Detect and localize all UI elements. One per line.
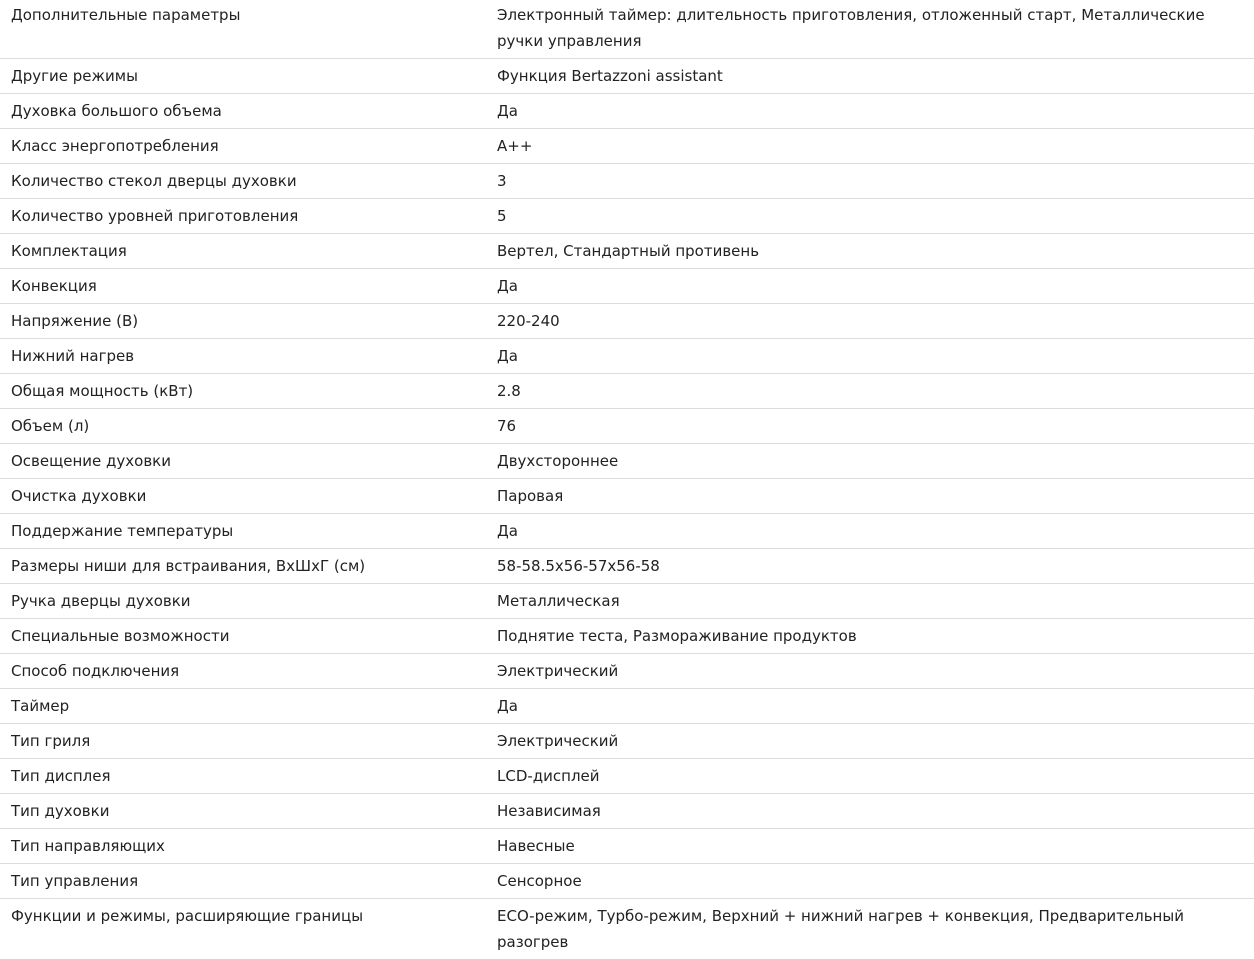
spec-value: Паровая — [497, 479, 1254, 514]
table-row — [0, 339, 1254, 374]
table-row — [0, 794, 1254, 829]
spec-value: Да — [497, 514, 1254, 549]
spec-value: Металлическая — [497, 584, 1254, 619]
spec-name: Освещение духовки — [0, 444, 497, 479]
spec-name: Количество уровней приготовления — [0, 199, 497, 234]
spec-value: 220-240 — [497, 304, 1254, 339]
table-row — [0, 164, 1254, 199]
spec-name: Тип управления — [0, 864, 497, 899]
spec-name: Тип направляющих — [0, 829, 497, 864]
table-row — [0, 724, 1254, 759]
table-row — [0, 514, 1254, 549]
spec-name: Дополнительные параметры — [0, 0, 497, 59]
table-row — [0, 304, 1254, 339]
table-row — [0, 654, 1254, 689]
table-row — [0, 899, 1254, 959]
spec-name: Духовка большого объема — [0, 94, 497, 129]
table-row — [0, 199, 1254, 234]
spec-name: Другие режимы — [0, 59, 497, 94]
spec-name: Тип гриля — [0, 724, 497, 759]
spec-value: Двухстороннее — [497, 444, 1254, 479]
spec-name: Размеры ниши для встраивания, ВхШхГ (см) — [0, 549, 497, 584]
table-row — [0, 444, 1254, 479]
table-row — [0, 129, 1254, 164]
table-row — [0, 269, 1254, 304]
spec-value: Сенсорное — [497, 864, 1254, 899]
spec-name: Количество стекол дверцы духовки — [0, 164, 497, 199]
spec-value: 76 — [497, 409, 1254, 444]
spec-name: Поддержание температуры — [0, 514, 497, 549]
table-row — [0, 374, 1254, 409]
spec-value: 2.8 — [497, 374, 1254, 409]
spec-value: Электронный таймер: длительность приготовления, отложенный старт, Металлические ручки управления — [497, 0, 1254, 59]
table-row — [0, 549, 1254, 584]
spec-name: Ручка дверцы духовки — [0, 584, 497, 619]
spec-name: Очистка духовки — [0, 479, 497, 514]
spec-name: Объем (л) — [0, 409, 497, 444]
spec-value: 3 — [497, 164, 1254, 199]
spec-name: Класс энергопотребления — [0, 129, 497, 164]
spec-value: Да — [497, 339, 1254, 374]
spec-name: Способ подключения — [0, 654, 497, 689]
spec-value: 5 — [497, 199, 1254, 234]
spec-name: Таймер — [0, 689, 497, 724]
table-row — [0, 409, 1254, 444]
spec-value: 58-58.5x56-57x56-58 — [497, 549, 1254, 584]
table-row — [0, 59, 1254, 94]
table-row — [0, 94, 1254, 129]
spec-name: Комплектация — [0, 234, 497, 269]
spec-name: Функции и режимы, расширяющие границы — [0, 899, 497, 959]
table-row — [0, 584, 1254, 619]
spec-name: Специальные возможности — [0, 619, 497, 654]
spec-value: Навесные — [497, 829, 1254, 864]
table-row — [0, 0, 1254, 59]
table-row — [0, 234, 1254, 269]
spec-value: Да — [497, 269, 1254, 304]
spec-value: Поднятие теста, Размораживание продуктов — [497, 619, 1254, 654]
spec-value: Да — [497, 689, 1254, 724]
spec-value: Да — [497, 94, 1254, 129]
table-row — [0, 479, 1254, 514]
spec-value: Вертел, Стандартный противень — [497, 234, 1254, 269]
spec-value: ECO-режим, Турбо-режим, Верхний + нижний нагрев + конвекция, Предварительный разогрев — [497, 899, 1254, 959]
table-row — [0, 689, 1254, 724]
spec-name: Нижний нагрев — [0, 339, 497, 374]
spec-value: Независимая — [497, 794, 1254, 829]
spec-name: Тип дисплея — [0, 759, 497, 794]
table-row — [0, 864, 1254, 899]
table-row — [0, 619, 1254, 654]
spec-value: Электрический — [497, 724, 1254, 759]
spec-name: Конвекция — [0, 269, 497, 304]
spec-name: Общая мощность (кВт) — [0, 374, 497, 409]
spec-value: A++ — [497, 129, 1254, 164]
table-row — [0, 829, 1254, 864]
spec-name: Напряжение (В) — [0, 304, 497, 339]
table-row — [0, 759, 1254, 794]
spec-value: Функция Bertazzoni assistant — [497, 59, 1254, 94]
spec-name: Тип духовки — [0, 794, 497, 829]
spec-value: Электрический — [497, 654, 1254, 689]
spec-value: LCD-дисплей — [497, 759, 1254, 794]
